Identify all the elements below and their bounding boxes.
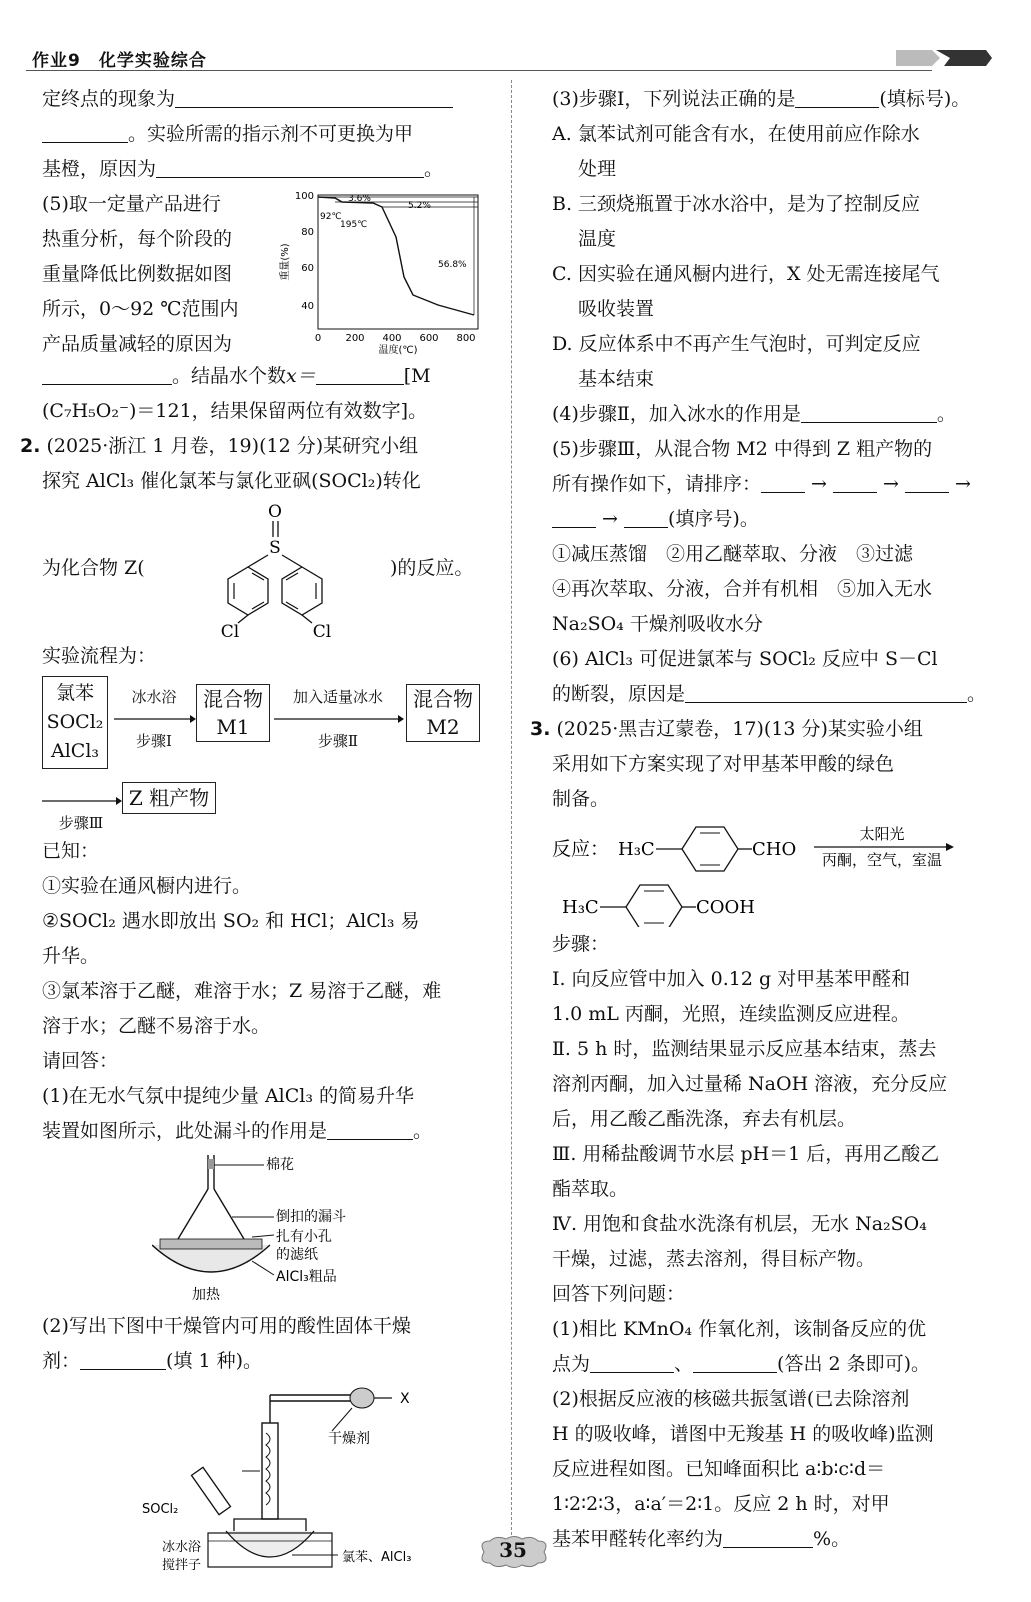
header-rule xyxy=(26,70,932,71)
data-label: 92℃ xyxy=(320,212,342,222)
x-tick: 200 xyxy=(345,333,365,344)
text-line: 已知： xyxy=(42,840,100,862)
text-line: 点为 、 (答出 2 条即可)。 xyxy=(552,1353,931,1375)
text-line: (2)写出下图中干燥管内可用的酸性固体干燥 xyxy=(42,1315,411,1337)
condition-label: 太阳光 xyxy=(859,825,905,843)
flow-box-z: Z 粗产物 xyxy=(122,782,216,814)
answer-blank[interactable] xyxy=(693,1351,777,1373)
text-line: 1∶2∶2∶3，a∶a′＝2∶1。反应 2 h 时，对甲 xyxy=(552,1493,890,1515)
text-line: (1)在无水气氛中提纯少量 AlCl₃ 的简易升华 xyxy=(42,1085,415,1107)
text-line: (4)步骤Ⅱ，加入冰水的作用是 。 xyxy=(552,403,956,425)
answer-blank[interactable] xyxy=(590,1351,674,1373)
text-line: (5)取一定量产品进行 xyxy=(42,193,221,215)
arrow-icon xyxy=(42,796,122,806)
figure-label: X xyxy=(400,1391,410,1407)
text-line: Ⅲ. 用稀盐酸调节水层 pH＝1 后，再用乙酸乙 xyxy=(552,1143,940,1165)
text-line: 热重分析，每个阶段的 xyxy=(42,228,233,250)
right-column xyxy=(530,82,992,1557)
text-line: 处理 xyxy=(578,158,617,180)
group-label: H₃C xyxy=(562,897,599,918)
answer-blank[interactable] xyxy=(685,681,967,703)
y-axis-label: 重量(%) xyxy=(280,243,291,281)
answer-blank[interactable] xyxy=(723,1526,813,1548)
flow-box-reagents: 氯苯 SOCl₂ AlCl₃ xyxy=(42,676,108,769)
text-line: 吸收装置 xyxy=(578,298,655,320)
reaction-scheme xyxy=(552,817,992,927)
reaction-equation xyxy=(552,817,992,927)
x-tick: 0 xyxy=(314,333,322,344)
text-line: 产品质量减轻的原因为 xyxy=(42,333,233,355)
sublimation-figure xyxy=(42,1149,482,1309)
text-line: 反应进程如图。已知峰面积比 a∶b∶c∶d＝ xyxy=(552,1458,886,1480)
group-label: CHO xyxy=(752,839,797,860)
figure-label: 倒扣的漏斗 xyxy=(276,1209,346,1225)
text-line: Ⅰ. 向反应管中加入 0.12 g 对甲基苯甲醛和 xyxy=(552,968,911,990)
text-line: 探究 AlCl₃ 催化氯苯与氯化亚砜(SOCl₂)转化 xyxy=(42,470,421,492)
y-tick: 80 xyxy=(301,227,314,238)
text-line: 所示，0～92 ℃范围内 xyxy=(42,298,239,320)
x-axis-label: 温度(℃) xyxy=(378,345,418,356)
atom-label: S xyxy=(269,538,281,558)
text-line: 请回答： xyxy=(42,1050,119,1072)
text-line: 为化合物 Z( xyxy=(42,557,145,579)
figure-label: 加热 xyxy=(192,1287,220,1303)
text-line: (3)步骤Ⅰ，下列说法正确的是 (填标号)。 xyxy=(552,88,971,110)
answer-blank[interactable] xyxy=(80,1348,166,1370)
data-label: 195℃ xyxy=(340,220,368,230)
x-tick: 600 xyxy=(419,333,439,344)
condition-label: 丙酮，空气，室温 xyxy=(821,851,943,869)
text-line: 溶剂丙酮，加入过量稀 NaOH 溶液，充分反应 xyxy=(552,1073,948,1095)
text-line: 2. (2025·浙江 1 月卷，19)(12 分)某研究小组 xyxy=(20,435,419,457)
text-line: 温度 xyxy=(578,228,617,250)
text-line: (2)根据反应液的核磁共振氢谱(已去除溶剂 xyxy=(552,1388,910,1410)
answer-blank[interactable] xyxy=(42,363,172,385)
text-line: 所有操作如下，请排序： → → → xyxy=(552,473,971,495)
figure-label: 干燥剂 xyxy=(328,1431,370,1447)
answer-blank[interactable] xyxy=(327,1118,413,1140)
column-divider xyxy=(511,80,512,1535)
answer-blank[interactable] xyxy=(624,506,668,528)
answer-blank[interactable] xyxy=(801,401,937,423)
answer-blank[interactable] xyxy=(156,156,424,178)
data-label: 56.8% xyxy=(438,260,467,270)
x-tick: 800 xyxy=(456,333,476,344)
text-line: (1)相比 KMnO₄ 作氧化剂，该制备反应的优 xyxy=(552,1318,927,1340)
option-c: C. 因实验在通风橱内进行，X 处无需连接尾气 xyxy=(552,263,940,285)
figure-label: SOCl₂ xyxy=(142,1502,179,1517)
text-line: ③氯苯溶于乙醚，难溶于水；Z 易溶于乙醚，难 xyxy=(42,980,442,1002)
text-line: ①减压蒸馏 ②用乙醚萃取、分液 ③过滤 xyxy=(552,543,914,565)
text-line: 实验流程为： xyxy=(42,645,157,667)
q5-block xyxy=(42,187,482,359)
text-line: 溶于水；乙醚不易溶于水。 xyxy=(42,1015,271,1037)
text-line: 1.0 mL 丙酮，光照，连续监测反应进程。 xyxy=(552,1003,910,1025)
text-line: 基本结束 xyxy=(578,368,655,390)
text-line: H 的吸收峰，谱图中无羧基 H 的吸收峰)监测 xyxy=(552,1423,934,1445)
q5-text xyxy=(42,187,274,362)
text-line: (6) AlCl₃ 可促进氯苯与 SOCl₂ 反应中 S－Cl xyxy=(552,648,938,670)
figure-label: 棉花 xyxy=(266,1157,294,1173)
header-title: 作业9 化学实验综合 xyxy=(32,51,207,71)
data-label: 5.2% xyxy=(408,201,431,211)
figure-label: AlCl₃粗品 xyxy=(276,1269,337,1285)
figure-label: 扎有小孔 xyxy=(276,1229,332,1245)
arrow-label: 冰水浴 xyxy=(131,688,177,706)
y-tick: 100 xyxy=(294,191,314,202)
text-line: ④再次萃取、分液，合并有机相 ⑤加入无水 xyxy=(552,578,933,600)
text-line: 干燥，过滤，蒸去溶剂，得目标产物。 xyxy=(552,1248,876,1270)
text-line: 升华。 xyxy=(42,945,100,967)
compound-z-structure xyxy=(172,499,382,639)
y-tick: 60 xyxy=(301,263,314,274)
y-tick: 40 xyxy=(301,301,314,312)
figure-label: 氯苯、AlCl₃ xyxy=(342,1550,412,1565)
sublimation-apparatus xyxy=(152,1149,472,1309)
flow-diagram xyxy=(42,674,482,834)
page-header xyxy=(20,44,992,72)
answer-blank[interactable] xyxy=(795,86,879,108)
figure-label: 冰水浴 xyxy=(162,1540,202,1555)
text-line: Ⅱ. 5 h 时，监测结果显示反应基本结束，蒸去 xyxy=(552,1038,937,1060)
reaction-apparatus-figure xyxy=(42,1379,482,1579)
text-line: 剂： (填 1 种)。 xyxy=(42,1350,263,1372)
text-line: 3. (2025·黑吉辽蒙卷，17)(13 分)某实验小组 xyxy=(530,718,923,740)
text-line: 基苯甲醛转化率约为 %。 xyxy=(552,1528,851,1550)
text-line: )的反应。 xyxy=(390,557,474,579)
figure-label: 搅拌子 xyxy=(162,1558,202,1573)
text-line: (5)步骤Ⅲ，从混合物 M2 中得到 Z 粗产物的 xyxy=(552,438,933,460)
arrow-label: 步骤Ⅰ xyxy=(136,732,172,750)
text-line: ②SOCl₂ 遇水即放出 SO₂ 和 HCl；AlCl₃ 易 xyxy=(42,910,420,932)
text-line: 步骤： xyxy=(552,933,610,955)
flow-box-m1: 混合物 M1 xyxy=(196,684,270,742)
header-decoration-icon xyxy=(896,48,992,68)
option-b: B. 三颈烧瓶置于冰水浴中，是为了控制反应 xyxy=(552,193,921,215)
arrow-label: 步骤Ⅱ xyxy=(317,732,359,750)
text-line: → (填序号)。 xyxy=(552,502,992,537)
x-tick: 400 xyxy=(382,333,402,344)
benzene-ring xyxy=(682,827,738,871)
arrow-icon xyxy=(274,714,404,724)
text-line: 。结晶水个数x＝ [M xyxy=(42,359,482,394)
group-label: COOH xyxy=(696,897,755,918)
reaction-apparatus xyxy=(142,1383,482,1579)
text-line: 定终点的现象为 xyxy=(42,82,482,117)
answer-blank[interactable] xyxy=(761,471,805,493)
text-line: 。实验所需的指示剂不可更换为甲 xyxy=(42,117,482,152)
option-a: A. 氯苯试剂可能含有水，在使用前应作除水 xyxy=(552,123,920,145)
arrow-label: 加入适量冰水 xyxy=(292,688,383,706)
text-line: 重量降低比例数据如图 xyxy=(42,263,233,285)
data-label: 3.6% xyxy=(348,194,371,204)
text-line: (C₇H₅O₂⁻)＝121，结果保留两位有效数字]。 xyxy=(42,400,428,422)
figure-label: 的滤纸 xyxy=(276,1247,318,1263)
text-line: 的断裂，原因是 。 xyxy=(552,683,987,705)
text-line: 酯萃取。 xyxy=(552,1178,629,1200)
answer-blank[interactable] xyxy=(905,471,949,493)
answer-blank[interactable] xyxy=(552,506,596,528)
text-line: 基橙，原因为 。 xyxy=(42,158,444,180)
text-line: 后，用乙酸乙酯洗涤，弃去有机层。 xyxy=(552,1108,857,1130)
reaction-label: 反应： xyxy=(552,838,610,860)
text-line: Ⅳ. 用饱和食盐水洗涤有机层，无水 Na₂SO₄ xyxy=(552,1213,927,1235)
arrow-icon xyxy=(114,714,196,724)
arrow-label: 步骤Ⅲ xyxy=(58,814,104,832)
tga-chart xyxy=(278,187,488,357)
answer-blank[interactable] xyxy=(42,121,128,143)
left-column xyxy=(20,82,482,1579)
answer-blank[interactable] xyxy=(316,363,404,385)
text-line: Na₂SO₄ 干燥剂吸收水分 xyxy=(552,613,763,635)
atom-label: Cl xyxy=(312,622,332,639)
flow-box-m2: 混合物 M2 xyxy=(406,684,480,742)
group-label: H₃C xyxy=(618,839,655,860)
answer-blank[interactable] xyxy=(833,471,877,493)
text-line: 装置如图所示，此处漏斗的作用是 。 xyxy=(42,1120,433,1142)
atom-label: O xyxy=(268,502,282,522)
text-line: 回答下列问题： xyxy=(552,1283,686,1305)
text-line: ①实验在通风橱内进行。 xyxy=(42,875,252,897)
page-number-badge xyxy=(476,1535,550,1569)
text-line: 采用如下方案实现了对甲基苯甲酸的绿色 xyxy=(552,753,895,775)
option-d: D. 反应体系中不再产生气泡时，可判定反应 xyxy=(552,333,921,355)
atom-label: Cl xyxy=(220,622,240,639)
structure-block xyxy=(42,499,482,639)
text-line: 制备。 xyxy=(552,788,610,810)
answer-blank[interactable] xyxy=(175,86,453,108)
page-number: 35 xyxy=(499,1538,527,1562)
